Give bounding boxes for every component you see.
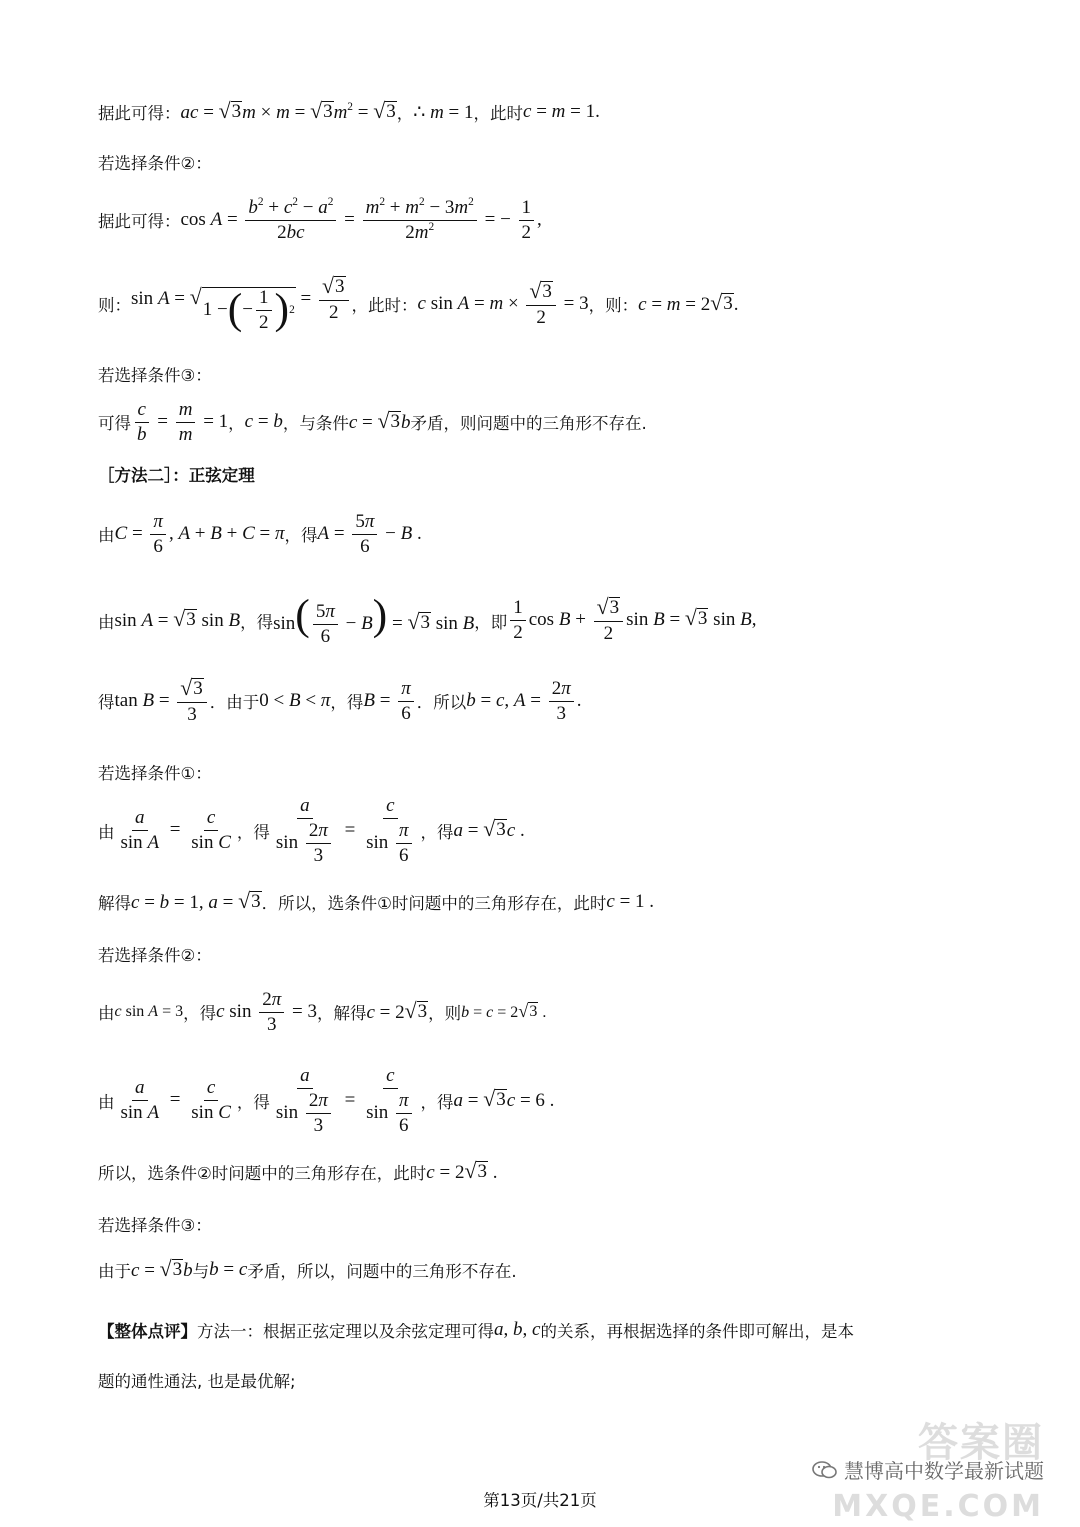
line-text: 由 <box>98 612 115 632</box>
watermark-logo-text: 答案圈 <box>918 1420 1044 1466</box>
text-line <box>98 591 757 648</box>
math-expression: a sin $\frac{2\pi}{3}$ = c sin $\frac{\pi}{6}$ <box>270 1066 421 1136</box>
line-text: ，得 <box>420 1092 454 1112</box>
math-expression: ac = √ 3 m × m = √ 3 $m^2$ = √ 3 <box>180 98 396 123</box>
math-expression: ∴ m = 1 <box>413 101 474 123</box>
text-line <box>98 890 654 914</box>
watermark <box>812 1420 1044 1524</box>
math-expression: a = √ 3 c . <box>453 817 525 842</box>
line-text: 由 <box>98 1092 115 1112</box>
line-text: ，此时 <box>473 104 524 123</box>
line-text: 所以，选条件②时问题中的三角形存在，此时 <box>98 1164 427 1183</box>
line-text: ．所以，选条件①时问题中的三角形存在，此时 <box>261 894 607 913</box>
line-text: ．所以 <box>416 693 467 713</box>
comment-label: 【整体点评】 <box>98 1322 197 1341</box>
text-line <box>98 1318 854 1342</box>
line-text: 可得 <box>98 414 131 434</box>
line-text: ，即 <box>474 612 508 632</box>
math-expression: 0 < B < π <box>259 690 331 712</box>
math-expression: c = √ 3 b <box>348 408 411 433</box>
text-line <box>98 276 738 333</box>
line-text: ，与条件 <box>282 414 349 434</box>
text-line <box>98 1160 497 1184</box>
line-text: ，得 <box>330 693 364 713</box>
watermark-text: 慧博高中数学最新试题 <box>844 1459 1044 1483</box>
line-text: ．由于 <box>209 693 260 713</box>
math-expression: c = 2 √ 3 . <box>426 1158 498 1183</box>
math-expression: $\frac{1}{2}$ cos B + √ 3 2 sin B = √ 3 sin B, <box>507 597 756 644</box>
math-expression: A = $\frac{5\pi}{6}$ − B . <box>317 511 422 557</box>
line-text: 由 <box>98 822 115 842</box>
math-expression: $\frac{a}{\text{sin A}}$ = $\frac{c}{\text{sin C}}$ <box>120 1077 231 1124</box>
wechat-icon <box>812 1460 838 1480</box>
math-expression: c = m = 1. <box>523 101 600 122</box>
line-text: ，则 <box>428 1004 462 1024</box>
math-expression: sin A = √ 3 sin B <box>114 607 241 632</box>
line-text: 矛盾，则问题中的三角形不存在. <box>410 414 647 434</box>
line-text: 由 <box>98 1004 115 1024</box>
line-text: ，得 <box>420 822 454 842</box>
math-expression: c = m = 2 √ 3 . <box>638 290 739 315</box>
line-text: 则： <box>98 296 131 316</box>
math-expression: b = c = 2 √ 3 . <box>461 1001 547 1022</box>
line-text: ，则： <box>588 296 639 316</box>
math-expression: a = √ 3 c = 6 . <box>453 1087 555 1112</box>
line-text: 与 <box>192 1262 210 1281</box>
text-line <box>98 678 582 725</box>
math-expression: tan B = √ 3 3 <box>115 678 210 725</box>
line-text: ，此时： <box>351 296 418 316</box>
math-expression: b = c, A = $\frac{2\pi}{3}$ . <box>466 678 582 724</box>
line-text: ，得 <box>236 822 270 842</box>
math-expression: c = 2 √ 3 <box>366 998 428 1023</box>
math-expression: B = $\frac{\pi}{6}$ <box>363 679 416 724</box>
math-expression: c sin A = 3 <box>114 1003 184 1021</box>
math-expression: c = b <box>244 411 283 433</box>
text-line: 题的通性通法, 也是最优解; <box>98 1372 296 1391</box>
math-expression: cos A = $\frac{b^2 + c^2 - a^2}{2bc}$ = $\frac{m^2 + m^2 - 3m^2}{2m^2}$ = − $\frac{1}{2}$ , <box>180 196 542 243</box>
math-expression: c = √ 3 b <box>131 1256 193 1281</box>
condition-heading: 若选择条件②： <box>98 946 212 965</box>
math-expression: $\frac{a}{\text{sin A}}$ = $\frac{c}{\text{sin C}}$ <box>120 807 231 854</box>
line-text: ，得 <box>183 1004 217 1024</box>
page-number: 第13页/共21页 <box>483 1491 597 1510</box>
math-expression: a, b, c <box>494 1319 541 1340</box>
line-text: 的关系，再根据选择的条件即可解出，是本 <box>540 1322 854 1341</box>
line-text: 由于 <box>98 1262 131 1281</box>
line-text: 据此可得： <box>98 104 181 123</box>
math-expression: c sin $\frac{2\pi}{3}$ = 3 <box>216 989 317 1035</box>
condition-heading: 若选择条件②： <box>98 154 212 173</box>
line-text: 得 <box>98 693 115 713</box>
condition-heading: 若选择条件③： <box>98 1216 212 1235</box>
line-text: 方法一：根据正弦定理以及余弦定理可得 <box>197 1322 494 1341</box>
line-text: ，得 <box>236 1092 270 1112</box>
math-expression: b = c <box>209 1259 248 1280</box>
line-text: ， <box>228 414 245 434</box>
line-text: 由 <box>98 526 115 546</box>
watermark-url: MXQE.COM <box>832 1489 1044 1524</box>
text-line <box>98 990 546 1035</box>
line-text: ，得 <box>284 526 318 546</box>
math-expression: a sin $\frac{2\pi}{3}$ = c sin $\frac{\pi}{6}$ <box>270 796 421 866</box>
math-expression: sin A = √ 1 − ( − $\frac{1}{2}$ ) 2 = √ 3 2 <box>131 276 352 333</box>
text-line <box>98 512 422 557</box>
text-line <box>98 1258 517 1282</box>
line-text: ，得 <box>240 612 274 632</box>
text-line <box>98 1066 554 1136</box>
line-text: ， <box>396 104 414 123</box>
math-expression: $\frac{c}{b}$ = $\frac{m}{m}$ = 1 <box>131 400 228 445</box>
line-text: 据此可得： <box>98 212 181 232</box>
math-expression: sin( $\frac{5\pi}{6}$ − B) = √ 3 sin B <box>273 591 475 648</box>
text-line <box>98 400 647 445</box>
line-text: 矛盾，所以，问题中的三角形不存在. <box>247 1262 517 1281</box>
math-expression: c = b = 1, a = √ 3 <box>131 888 261 913</box>
method-heading: ［方法二］：正弦定理 <box>98 466 255 485</box>
math-expression: C = $\frac{\pi}{6}$ , A + B + C = π <box>114 511 285 557</box>
condition-heading: 若选择条件③： <box>98 366 212 385</box>
line-text: 解得 <box>98 894 131 913</box>
line-text: ，解得 <box>316 1004 367 1024</box>
text-line <box>98 796 525 866</box>
math-expression: c sin A = m × √ 3 2 = 3 <box>417 278 589 328</box>
text-line <box>98 100 600 124</box>
text-line <box>98 198 542 243</box>
math-expression: c = 1 . <box>606 891 655 912</box>
condition-heading: 若选择条件①： <box>98 764 212 783</box>
